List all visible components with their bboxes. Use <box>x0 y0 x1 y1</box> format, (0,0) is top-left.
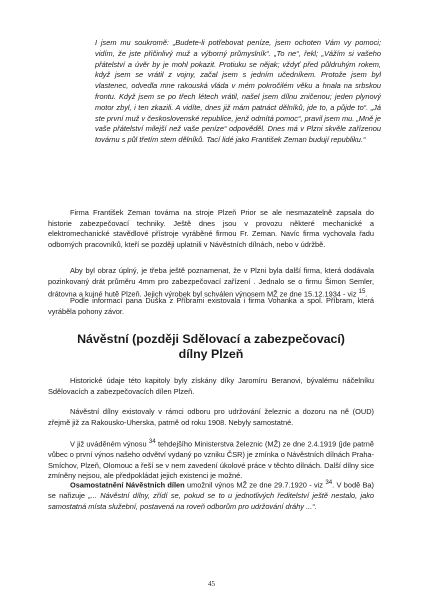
paragraph-decree-1919 <box>48 437 374 482</box>
paragraph-vohanka-firm: Podle informací pana Duška z Příbrami existovala i firma Vohanka a spol. Příbram, která vyráběla pohony závor. <box>48 296 374 316</box>
page-number: 45 <box>208 580 215 588</box>
paragraph-text: . V bodě Ba) se nařizuje <box>48 480 374 501</box>
paragraph-text: Aby byl obraz úplný, je třeba ještě poznamenat, že v Plzni byla další firma, která dodávala pozinkovaný drát průměru 4mm pro zabezpečovací zařízení . Jednalo se o firmu Šimon Semler, drátovna a kujné hutě Plzeň. Jejich výrobek byl schválen výnosem MŽ ze dne 15.12.1934 - viz <box>48 266 374 299</box>
bold-lead: Osamostatnění Návěstních dílen <box>70 480 185 490</box>
paragraph-semler-firm: Aby byl obraz úplný, je třeba ještě poznamenat, že v Plzni byla další firma, která dodávala pozinkovaný drát průměru 4mm pro zabezpečovací zařízení . Jednalo se o firmu Šimon Semler, drátovna a kujné hutě Plzeň. Jejich výrobek byl schválen výnosem MŽ ze dne 15.12.1934 - viz $^{15}$. <box>48 266 374 299</box>
paragraph-sources: Historické údaje této kapitoly byly získány díky Jaromíru Beranovi, bývalému náčelníku Sdělovacích a zabezpečovacích dílen Plzeň. <box>48 376 374 396</box>
italic-quote: „... Návěstní dílny, zřídí se, pokud se to u jednotlivých ředitelství ještě nestalo, jako samostatná místa služební, postavená na roveň odborům pro udržování dráhy ...“. <box>48 491 374 511</box>
paragraph-text: V již uváděném výnosu <box>70 439 149 449</box>
paragraph-independence <box>48 478 374 512</box>
footnote-ref: 34 <box>325 479 333 486</box>
paragraph-text: umožnil výnos MŽ ze dne 29.7.1920 - viz <box>184 480 326 490</box>
quote-paragraph: I jsem mu soukromě: „Budete-li potřebovat peníze, jsem ochoten Vám vy pomoci; vidím, že jste přičinlivý muž a výborný průmyslník“. „To ne“, řekl; „Vážím si vašeho přátelství a úvěr by je mohl pokazit. Protiuku se nějak; vždyť před půldruhým rokem, když jsem se vrátil z vojny, začal jsem s jedním učedníkem. Protože jsem byl vlastenec, odvedla mne rakouská vláda v mém pokročilém věku a hnala na srbskou frontu. Když jsem se po třech létech vrátil, našel jsem dílnu zničenou; jeden plynový motor zbyl, i ten zkazili. A vidíte, dnes již mám patnáct dělníků, jde to, a půjde to“. „Já ste první muž v československé republice, jenž odmítá pomoc“, pravil jsem mu. „Mně je vaše přátelství milejší než vaše peníze“ odpověděl. Dnes má v Plzni skvěle zařízenou továrnu s půl třetím stem dělníků. Tací lidé jako František Zeman budují republiku.“ <box>95 38 381 145</box>
paragraph-existence: Návěstní dílny existovaly v rámci odboru pro udržování železnic a dozoru na ně (OUD) zřejmě již za Rakousko-Uherska, patrně od roku 1908. Nebyly samostatné. <box>48 407 374 427</box>
section-heading: Návěstní (později Sdělovací a zabezpečovací) dílny Plzeň <box>77 332 345 361</box>
footnote-ref: 15 <box>358 288 366 296</box>
paragraph-zeman-firm: Firma František Zeman továrna na stroje Plzeň Prior se ale nesmazatelně zapsala do historie zabezpečovací techniky. Ještě dnes jsou v provozu některé mechanické a elektromechanické stavědlové přístroje vyráběné firmou Fr. Zeman. Navíc firma vychovala řadu odborných pracovníků, kteří se později uplatnili v Návěstních dílnách, nebo v údržbě. <box>48 208 374 249</box>
paragraph-text: tehdejšího Ministerstva železnic (MŽ) ze dne 2.4.1919 (jde patrně vůbec o první výnos našeho odvětví vydaný po vzniku ČSR) je zmínka o Návěstních dílnách Praha-Smíchov, Plzeň, Olomouc a řeší se v nem zavedení úkolové práce v těchto dílnách. Další dílny sice zmíněny nejsou, ale předpokládat jejich existenci je možné. <box>48 439 374 481</box>
footnote-ref: 34 <box>148 438 156 445</box>
